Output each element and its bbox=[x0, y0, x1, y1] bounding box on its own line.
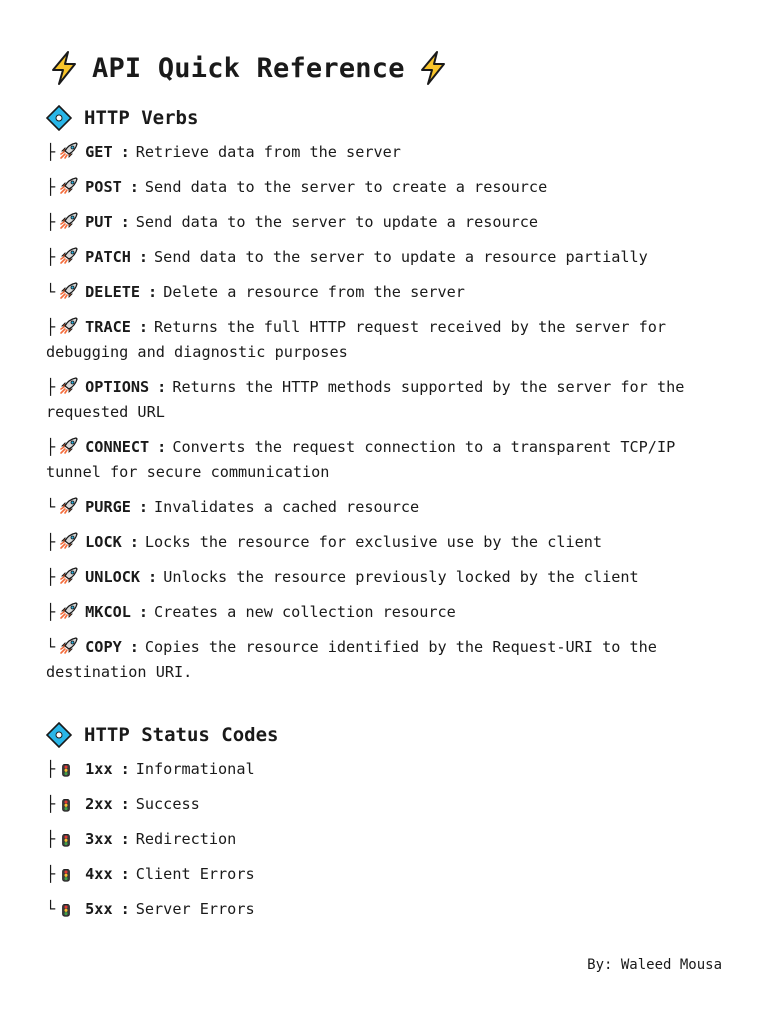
item-description: Delete a resource from the server bbox=[163, 283, 465, 301]
item-name: 5xx bbox=[85, 900, 113, 918]
tree-branch: ├ bbox=[46, 533, 56, 551]
item-description: Returns the HTTP methods supported by the server for the requested URL bbox=[46, 378, 685, 421]
rocket-icon bbox=[59, 247, 79, 265]
separator: : bbox=[120, 795, 130, 813]
rocket-icon bbox=[59, 377, 79, 395]
item-description: Success bbox=[135, 795, 200, 813]
list-item bbox=[46, 757, 726, 782]
item-name: UNLOCK bbox=[85, 568, 141, 586]
item-description: Creates a new collection resource bbox=[154, 603, 456, 621]
rocket-icon bbox=[59, 142, 79, 160]
item-name: PURGE bbox=[85, 498, 131, 516]
traffic-light-icon bbox=[59, 830, 79, 848]
item-name: DELETE bbox=[85, 283, 141, 301]
diamond-icon bbox=[46, 722, 72, 748]
separator: : bbox=[129, 638, 139, 656]
list-item bbox=[46, 792, 726, 817]
tree-branch: ├ bbox=[46, 248, 56, 266]
item-description: Redirection bbox=[135, 830, 237, 848]
list-item bbox=[46, 827, 726, 852]
tree-branch: ├ bbox=[46, 603, 56, 621]
rocket-icon bbox=[59, 602, 79, 620]
separator: : bbox=[138, 603, 149, 621]
traffic-light-icon bbox=[59, 760, 79, 778]
verbs-list bbox=[46, 140, 726, 685]
item-name: MKCOL bbox=[85, 603, 131, 621]
section-title-verbs bbox=[46, 102, 726, 134]
separator: : bbox=[120, 830, 130, 848]
list-item bbox=[46, 210, 726, 235]
item-name: GET bbox=[85, 143, 113, 161]
list-item bbox=[46, 175, 726, 200]
rocket-icon bbox=[59, 282, 79, 300]
item-description: Locks the resource for exclusive use by the client bbox=[144, 533, 603, 551]
tree-branch: └ bbox=[46, 283, 56, 301]
separator: : bbox=[157, 378, 167, 396]
item-description: Returns the full HTTP request received by the server for debugging and diagnostic purposes bbox=[46, 318, 667, 361]
item-name: 3xx bbox=[85, 830, 113, 848]
list-item bbox=[46, 565, 726, 590]
tree-branch: ├ bbox=[46, 178, 56, 196]
item-name: PUT bbox=[85, 213, 113, 231]
separator: : bbox=[120, 213, 130, 231]
page-title bbox=[46, 48, 726, 88]
list-item bbox=[46, 530, 726, 555]
tree-branch: └ bbox=[46, 498, 56, 516]
list-item bbox=[46, 897, 726, 922]
tree-branch: ├ bbox=[46, 795, 56, 813]
author-credit: By: Waleed Mousa bbox=[587, 957, 722, 973]
item-description: Converts the request connection to a transparent TCP/IP tunnel for secure communication bbox=[46, 438, 676, 481]
item-description: Send data to the server to update a resource bbox=[135, 213, 539, 231]
rocket-icon bbox=[59, 212, 79, 230]
item-name: PATCH bbox=[85, 248, 131, 266]
item-description: Invalidates a cached resource bbox=[154, 498, 420, 516]
page-title-text: API Quick Reference bbox=[92, 52, 405, 84]
rocket-icon bbox=[59, 532, 79, 550]
rocket-icon bbox=[59, 637, 79, 655]
tree-branch: ├ bbox=[46, 830, 56, 848]
rocket-icon bbox=[59, 317, 79, 335]
lightning-bolt-icon bbox=[46, 50, 82, 86]
separator: : bbox=[148, 283, 158, 301]
section-title-text: HTTP Verbs bbox=[84, 107, 199, 129]
separator: : bbox=[138, 498, 149, 516]
item-name: 4xx bbox=[85, 865, 113, 883]
item-name: OPTIONS bbox=[85, 378, 150, 396]
separator: : bbox=[120, 865, 130, 883]
tree-branch: ├ bbox=[46, 568, 56, 586]
list-item bbox=[46, 862, 726, 887]
tree-branch: ├ bbox=[46, 760, 56, 778]
list-item bbox=[46, 245, 726, 270]
list-item bbox=[46, 635, 726, 685]
traffic-light-icon bbox=[59, 795, 79, 813]
status-list bbox=[46, 757, 726, 922]
list-item bbox=[46, 435, 726, 485]
tree-branch: ├ bbox=[46, 378, 56, 396]
traffic-light-icon bbox=[59, 865, 79, 883]
list-item bbox=[46, 600, 726, 625]
section-title-status bbox=[46, 719, 726, 751]
item-description: Informational bbox=[135, 760, 255, 778]
item-description: Unlocks the resource previously locked by the client bbox=[163, 568, 639, 586]
diamond-icon bbox=[46, 105, 72, 131]
lightning-bolt-icon bbox=[415, 50, 451, 86]
item-name: TRACE bbox=[85, 318, 131, 336]
document-page bbox=[46, 48, 726, 932]
tree-branch: ├ bbox=[46, 438, 56, 456]
list-item bbox=[46, 280, 726, 305]
item-name: LOCK bbox=[85, 533, 122, 551]
separator: : bbox=[138, 248, 149, 266]
tree-branch: ├ bbox=[46, 318, 56, 336]
separator: : bbox=[157, 438, 167, 456]
tree-branch: ├ bbox=[46, 865, 56, 883]
list-item bbox=[46, 375, 726, 425]
item-description: Copies the resource identified by the Request-URI to the destination URI. bbox=[46, 638, 657, 681]
list-item bbox=[46, 140, 726, 165]
traffic-light-icon bbox=[59, 900, 79, 918]
separator: : bbox=[120, 143, 130, 161]
item-name: 2xx bbox=[85, 795, 113, 813]
separator: : bbox=[129, 178, 139, 196]
item-description: Retrieve data from the server bbox=[135, 143, 401, 161]
separator: : bbox=[129, 533, 139, 551]
separator: : bbox=[148, 568, 158, 586]
list-item bbox=[46, 495, 726, 520]
item-description: Send data to the server to update a resource partially bbox=[154, 248, 648, 266]
rocket-icon bbox=[59, 437, 79, 455]
item-name: POST bbox=[85, 178, 122, 196]
item-description: Client Errors bbox=[135, 865, 255, 883]
separator: : bbox=[120, 900, 130, 918]
separator: : bbox=[120, 760, 130, 778]
item-name: 1xx bbox=[85, 760, 113, 778]
separator: : bbox=[138, 318, 149, 336]
item-name: COPY bbox=[85, 638, 122, 656]
tree-branch: └ bbox=[46, 638, 56, 656]
item-description: Send data to the server to create a resource bbox=[144, 178, 548, 196]
item-description: Server Errors bbox=[135, 900, 255, 918]
tree-branch: └ bbox=[46, 900, 56, 918]
section-title-text: HTTP Status Codes bbox=[84, 724, 279, 746]
tree-branch: ├ bbox=[46, 143, 56, 161]
rocket-icon bbox=[59, 177, 79, 195]
rocket-icon bbox=[59, 497, 79, 515]
rocket-icon bbox=[59, 567, 79, 585]
tree-branch: ├ bbox=[46, 213, 56, 231]
item-name: CONNECT bbox=[85, 438, 150, 456]
list-item bbox=[46, 315, 726, 365]
